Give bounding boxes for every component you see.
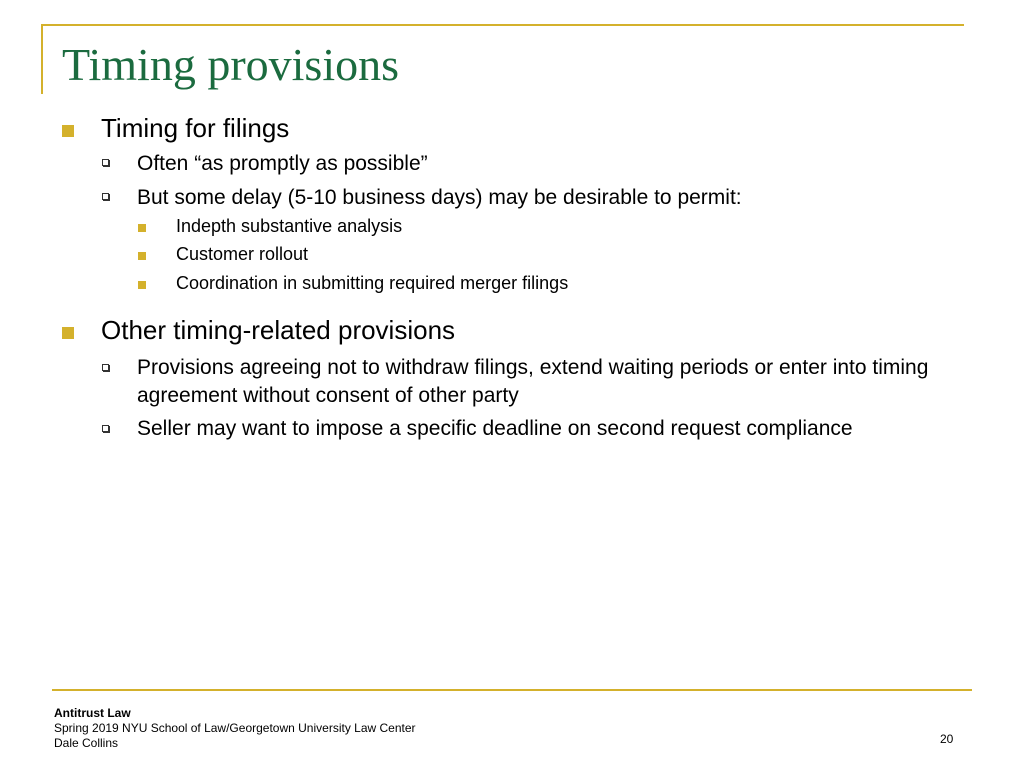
- bullet-text: Timing for filings: [101, 113, 290, 143]
- footer-rule: [52, 689, 972, 691]
- checkbox-bullet-icon: [102, 364, 109, 371]
- checkbox-bullet-icon: [102, 425, 109, 432]
- slide-title: Timing provisions: [62, 39, 400, 90]
- sub-sub-bullet-text: Indepth substantive analysis: [176, 216, 403, 236]
- sub-bullet-text: But some delay (5-10 business days) may be desirable to permit:: [137, 186, 742, 209]
- checkbox-bullet-icon: [102, 159, 109, 166]
- checkbox-bullet-icon: [102, 193, 109, 200]
- footer: [54, 706, 416, 751]
- bullet-text: Other timing-related provisions: [101, 315, 456, 345]
- square-bullet-icon: [62, 327, 74, 339]
- footer-term: Spring 2019 NYU School of Law/Georgetown University Law Center: [54, 721, 416, 735]
- square-bullet-icon: [62, 125, 74, 137]
- square-bullet-icon: [138, 252, 146, 260]
- square-bullet-icon: [138, 281, 146, 289]
- page-number: 20: [940, 732, 954, 746]
- sub-bullet-text: Seller may want to impose a specific deadline on second request compliance: [137, 417, 853, 440]
- footer-author: Dale Collins: [54, 736, 119, 750]
- top-rule: [41, 24, 964, 26]
- sub-bullet-text: Provisions agreeing not to withdraw filings, extend waiting periods or enter into timing agreement without consent of other party: [137, 356, 929, 407]
- sub-bullet-text: Often “as promptly as possible”: [137, 152, 428, 175]
- square-bullet-icon: [138, 224, 146, 232]
- sub-sub-bullet-text: Customer rollout: [176, 244, 309, 264]
- left-rule: [41, 24, 43, 94]
- sub-sub-bullet-text: Coordination in submitting required merger filings: [176, 273, 569, 293]
- footer-course: Antitrust Law: [54, 706, 131, 720]
